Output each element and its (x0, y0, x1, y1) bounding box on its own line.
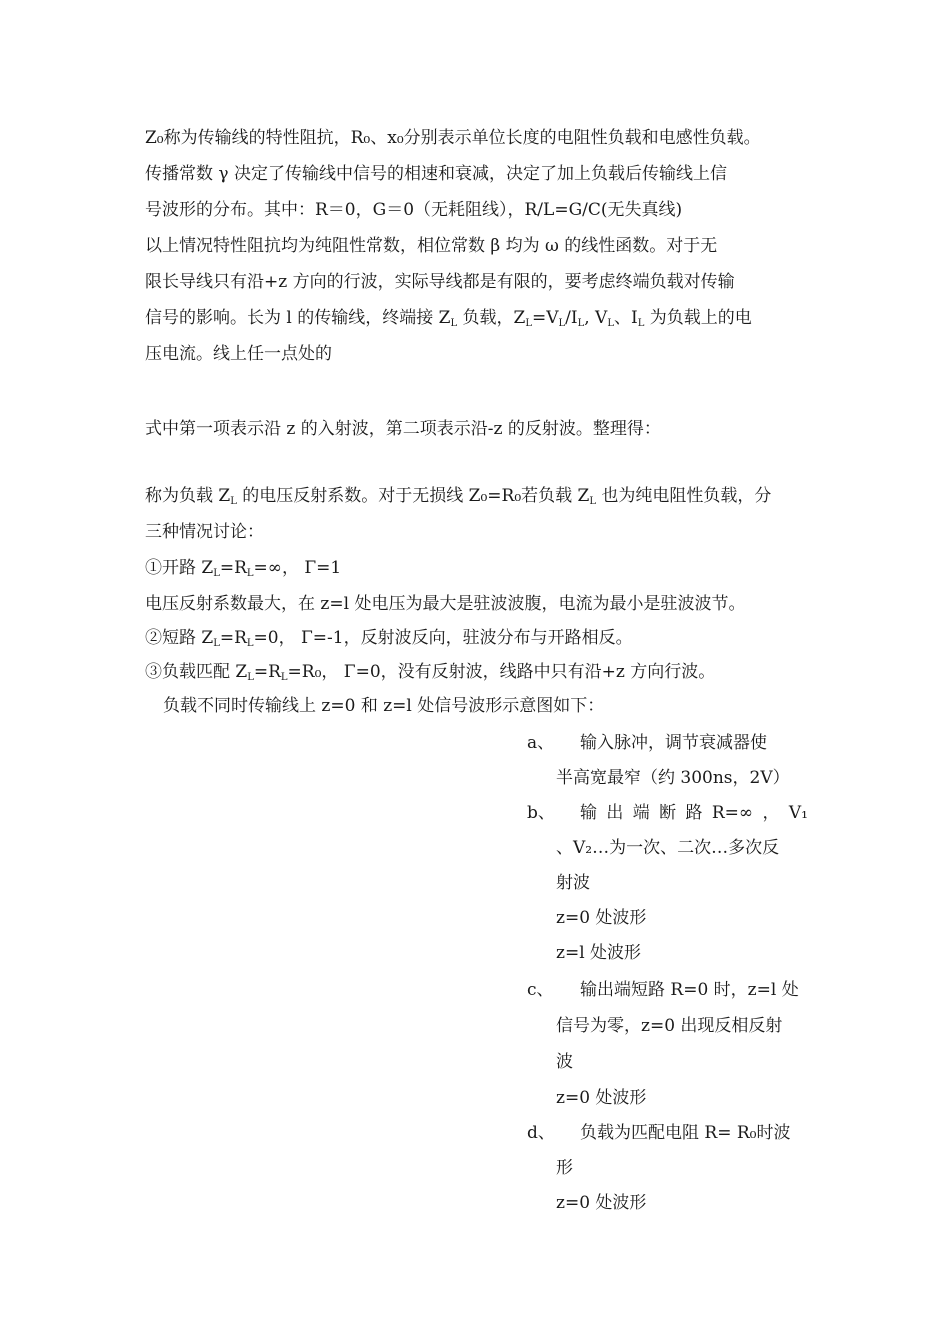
para1-line2: 传播常数 γ 决定了传输线中信号的相速和衰减，决定了加上负载后传输线上信 (145, 164, 727, 184)
case-open-circuit: ①开路 $Z_L=R_L=\infty$， Γ=1 (145, 558, 342, 579)
item-b-word: V₁ (788, 803, 808, 823)
item-b-word: R=∞ (711, 803, 754, 823)
item-d-marker: d、 (527, 1123, 555, 1143)
item-c-line3: 波 (556, 1052, 573, 1072)
item-a-line2: 半高宽最窄（约 300ns，2V） (556, 768, 790, 788)
para1-line1: Z₀称为传输线的特性阻抗，R₀、x₀分别表示单位长度的电阻性负载和电感性负载。 (145, 128, 761, 148)
item-c-line2: 信号为零，z=0 出现反相反射 (556, 1016, 783, 1036)
para3-line1: 称为负载 $Z_L$ 的电压反射系数。对于无损线 Z₀=R₀若负载 $Z_L$ 也为纯电阻性负载，分 (145, 486, 772, 507)
item-b-marker: b、 (527, 803, 555, 823)
item-b-word: 端 (632, 803, 650, 823)
item-d-line1: 负载为匹配电阻 R= R₀时波 (580, 1123, 791, 1143)
item-b-line3: 射波 (556, 873, 590, 893)
item-b-line5: z=l 处波形 (556, 943, 642, 963)
item-b-line2: 、V₂…为一次、二次…多次反 (556, 838, 780, 858)
case-short-circuit: ②短路 $Z_L=R_L=0$， Γ=-1，反射波反向，驻波分布与开路相反。 (145, 628, 633, 649)
case-matched-load: ③负载匹配 $Z_L=R_L=R_0$， Γ=0，没有反射波，线路中只有沿+z 方向行波。 (145, 662, 716, 683)
para1-line4: 以上情况特性阻抗均为纯阻性常数，相位常数 β 均为 ω 的线性函数。对于无 (145, 236, 718, 256)
item-c-line4: z=0 处波形 (556, 1088, 647, 1108)
para1-line5: 限长导线只有沿+z 方向的行波，实际导线都是有限的，要考虑终端负载对传输 (145, 272, 735, 292)
case-open-circuit-desc: 电压反射系数最大，在 z=l 处电压为最大是驻波波腹，电流为最小是驻波波节。 (145, 594, 746, 614)
item-d-line3: z=0 处波形 (556, 1193, 647, 1213)
para1-line3: 号波形的分布。其中：R＝0，G＝0（无耗阻线），R/L=G/C(无失真线) (145, 200, 683, 220)
item-c-line1: 输出端短路 R=0 时，z=l 处 (580, 980, 799, 1000)
item-b-word: ， (762, 803, 780, 823)
item-c-marker: c、 (527, 980, 554, 1000)
item-b-word: 路 (685, 803, 703, 823)
item-a-line1: 输入脉冲，调节衰减器使 (580, 733, 767, 753)
para2: 式中第一项表示沿 z 的入射波，第二项表示沿-z 的反射波。整理得： (145, 419, 661, 439)
item-d-line2: 形 (556, 1158, 573, 1178)
item-b-word: 断 (659, 803, 677, 823)
waveform-intro: 负载不同时传输线上 z=0 和 z=l 处信号波形示意图如下： (163, 696, 605, 716)
item-b-line1 (580, 803, 808, 823)
item-b-word: 出 (606, 803, 624, 823)
para1-line6: 信号的影响。长为 l 的传输线，终端接 $Z_L$ 负载，$Z_L=V_L/I_L$, $V_L$、$I_L$ 为负载上的电 (145, 308, 752, 329)
item-a-marker: a、 (527, 733, 555, 753)
para3-line2: 三种情况讨论： (145, 522, 264, 542)
item-b-word: 输 (580, 803, 597, 823)
item-b-line4: z=0 处波形 (556, 908, 647, 928)
para1-line7: 压电流。线上任一点处的 (145, 344, 332, 364)
